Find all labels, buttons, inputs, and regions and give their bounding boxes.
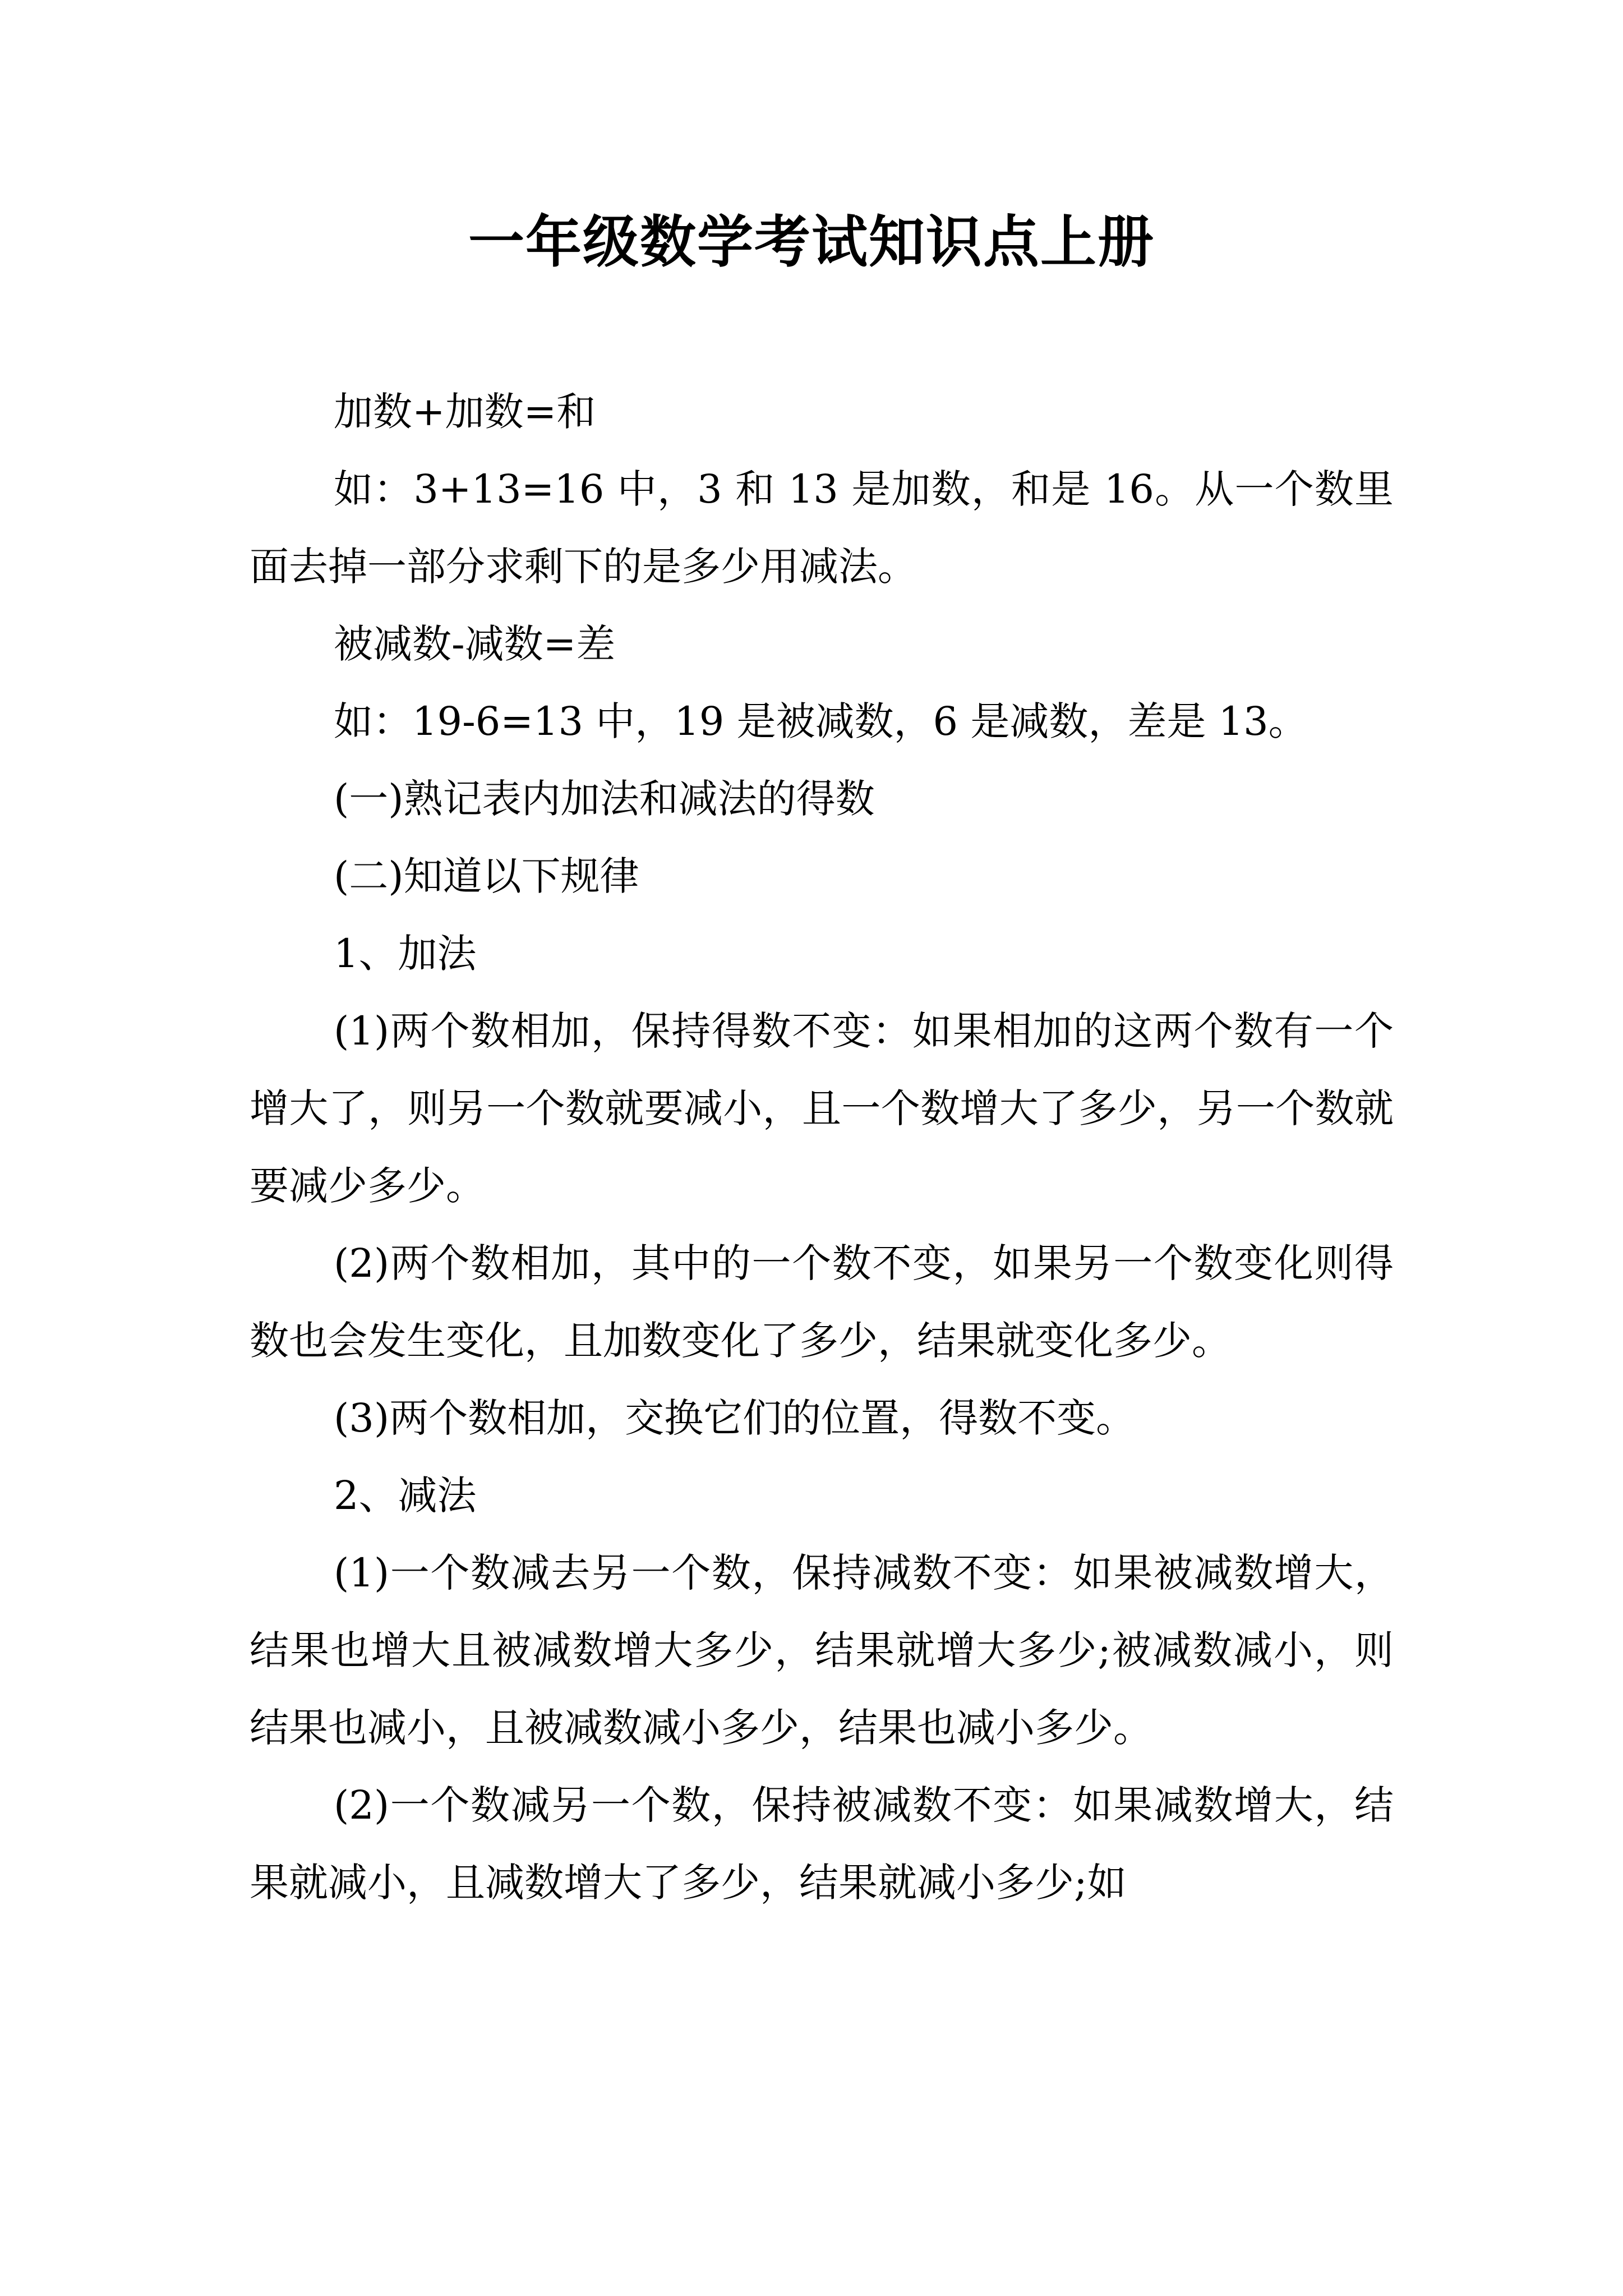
subsection-heading-addition: 1、加法 bbox=[334, 931, 477, 977]
subtraction-rule-2: (2)一个数减另一个数，保持被减数不变：如果减数增大，结果就减小，且减数增大了多少，结果就减小多少;如 bbox=[250, 1782, 1394, 1906]
addition-rule-2: (2)两个数相加，其中的一个数不变，如果另一个数变化则得数也会发生变化，且加数变化了多少，结果就变化多少。 bbox=[250, 1240, 1394, 1364]
paragraph-subtraction-example: 如：19-6=13 中，19 是被减数，6 是减数，差是 13。 bbox=[334, 698, 1308, 744]
paragraph-addition-formula: 加数+加数=和 bbox=[334, 389, 596, 435]
subsection-heading-subtraction: 2、减法 bbox=[334, 1473, 477, 1519]
paragraph-addition-example: 如：3+13=16 中，3 和 13 是加数，和是 16。从一个数里面去掉一部分求剩下的是多少用减法。 bbox=[250, 466, 1394, 590]
subtraction-rule-1: (1)一个数减去另一个数，保持减数不变：如果被减数增大，结果也增大且被减数增大多少，结果就增大多少;被减数减小，则结果也减小，且被减数减小多少，结果也减小多少。 bbox=[250, 1550, 1394, 1751]
section-heading-1: (一)熟记表内加法和减法的得数 bbox=[334, 776, 875, 822]
addition-rule-1: (1)两个数相加，保持得数不变：如果相加的这两个数有一个增大了，则另一个数就要减小，且一个数增大了多少，另一个数就要减少多少。 bbox=[250, 1008, 1394, 1209]
document-title: 一年级数学考试知识点上册 bbox=[468, 209, 1155, 275]
paragraph-subtraction-formula: 被减数-减数=差 bbox=[334, 621, 616, 667]
document-body bbox=[250, 373, 1394, 1921]
section-heading-2: (二)知道以下规律 bbox=[334, 853, 639, 899]
addition-rule-3: (3)两个数相加，交换它们的位置，得数不变。 bbox=[334, 1395, 1136, 1441]
